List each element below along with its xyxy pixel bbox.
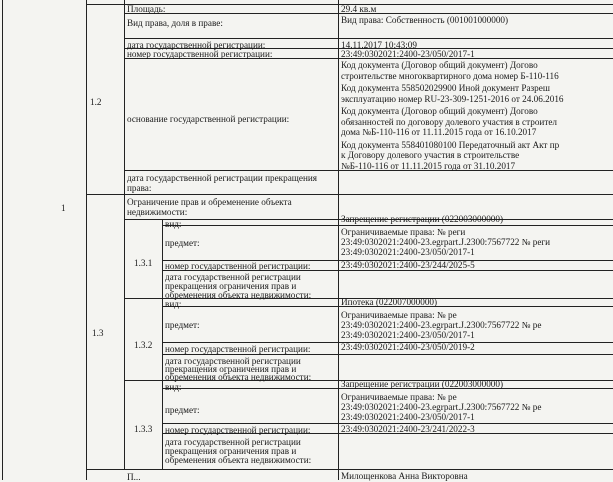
subject-label: предмет:: [165, 405, 200, 415]
col-divider-1: [86, 0, 87, 480]
term-label: дата государственной регистрации: [165, 272, 301, 282]
basis-line: №Б-110-116 от 11.11.2015 года от 31.10.2017: [341, 160, 516, 171]
item-number: 1.3.3: [134, 424, 153, 434]
item-subject: 23:49:0302021:2400-23.egrpart.J.2300:7567722 № ре: [341, 320, 542, 330]
restrictions-title-cont: недвижимости:: [127, 207, 188, 217]
item-subject: 23:49:0302021:2400-23/050/2017-1: [341, 330, 475, 340]
basis-label: основание государственной регистрации:: [127, 114, 290, 124]
subject-label: предмет:: [165, 320, 200, 330]
basis-line: к Договору долевого участия в строительстве: [341, 150, 520, 160]
item-type: Запрещение регистрации (022003000000): [341, 214, 504, 224]
item-number: 1.3.2: [134, 340, 153, 350]
area-label: Площадь:: [127, 4, 166, 14]
item-type: Запрещение регистрации (022003000000): [341, 379, 504, 389]
row-line: [162, 354, 613, 355]
type-label: вид:: [165, 382, 182, 392]
area-value: 29.4 кв.м: [341, 4, 377, 14]
row-line: [162, 225, 613, 226]
item-subject: 23:49:0302021:2400-23/050/2017-1: [341, 412, 475, 422]
rights-value: Вид права: Собственность (001001000000): [341, 15, 509, 25]
row-line: [124, 38, 613, 39]
basis-line: эксплуатацию номер RU-23-309-1251-2016 от 24.06.2016: [341, 93, 564, 104]
subject-label: предмет:: [165, 238, 200, 248]
basis-line: Код документа (Договор общий документ) Догово: [341, 60, 538, 70]
item-reg-number: 23:49:0302021:2400-23/244/2025-5: [341, 260, 475, 270]
row-line: [86, 194, 613, 195]
section-number: 1: [61, 203, 66, 213]
reg-number-label: номер государственной регистрации:: [127, 49, 273, 59]
item-subject: 23:49:0302021:2400-23.egrpart.J.2300:7567722 № реги: [341, 237, 551, 247]
col-divider-2: [124, 0, 125, 470]
table-border-left: [2, 0, 3, 480]
term-label: обременения объекта недвижимости:: [165, 455, 312, 465]
termination-label: дата государственной регистрации прекращения: [127, 173, 318, 183]
term-label: обременения объекта недвижимости:: [165, 290, 312, 300]
term-label: прекращения ограничения прав и: [165, 281, 297, 291]
reg-number-label: номер государственной регистрации:: [165, 425, 311, 435]
type-label: вид:: [165, 299, 182, 309]
basis-text: [341, 60, 613, 171]
item-reg-number: 23:49:0302021:2400-23/241/2022-3: [341, 424, 475, 434]
item-type: Ипотека (022007000000): [341, 297, 438, 307]
termination-label-cont: права:: [127, 183, 152, 193]
term-label: дата государственной регистрации: [165, 437, 301, 447]
reg-date-value: 14.11.2017 10:43:09: [341, 40, 417, 50]
rights-number: 1.2: [90, 97, 102, 107]
rights-label: Вид права, доля в праве:: [127, 18, 223, 28]
reg-date-label: дата государственной регистрации:: [127, 40, 266, 50]
item-subject: Ограничиваемые права: № ре: [341, 392, 457, 402]
item-subject: 23:49:0302021:2400-23.egrpart.J.2300:7567722 № ре: [341, 402, 542, 412]
term-label: прекращения ограничения прав и: [165, 364, 297, 374]
reg-number-label: номер государственной регистрации:: [165, 261, 311, 271]
restrictions-title: Ограничение прав и обременение объекта: [127, 197, 292, 207]
owner-value: Милощенкова Анна Викторовна: [341, 471, 468, 481]
basis-line: Код документа 558502029900 Иной документ Разреш: [341, 83, 550, 93]
owner-label: П...: [127, 472, 141, 482]
reg-number-label: номер государственной регистрации:: [165, 344, 311, 354]
term-label: дата государственной регистрации: [165, 356, 301, 366]
basis-line: Код документа (Договор общий документ) Догово: [341, 106, 538, 116]
type-label: вид:: [165, 219, 182, 229]
item-number: 1.3.1: [134, 258, 153, 268]
reg-number-value: 23:49:0302021:2400-23/050/2017-1: [341, 49, 475, 59]
col-divider-value: [338, 0, 339, 480]
row-line: [86, 469, 613, 470]
restrictions-number: 1.3: [92, 328, 104, 338]
term-label: прекращения ограничения прав и: [165, 446, 297, 456]
basis-line: строительстве многоквартирного дома номер Б-110-116: [341, 70, 559, 81]
term-label: обременения объекта недвижимости:: [165, 372, 312, 382]
basis-line: обязанностей по договору долевого участия в строител: [341, 116, 558, 127]
item-subject: Ограничиваемые права: № ре: [341, 310, 457, 320]
item-reg-number: 23:49:0302021:2400-23/050/2019-2: [341, 342, 475, 352]
basis-line: Код документа 558401080100 Передаточный акт Акт пр: [341, 139, 560, 150]
basis-line: дома №Б-110-116 от 11.11.2015 года от 16.10.2017: [341, 127, 537, 137]
item-subject: 23:49:0302021:2400-23/050/2017-1: [341, 247, 475, 257]
item-subject: Ограничиваемые права: № реги: [341, 227, 466, 237]
